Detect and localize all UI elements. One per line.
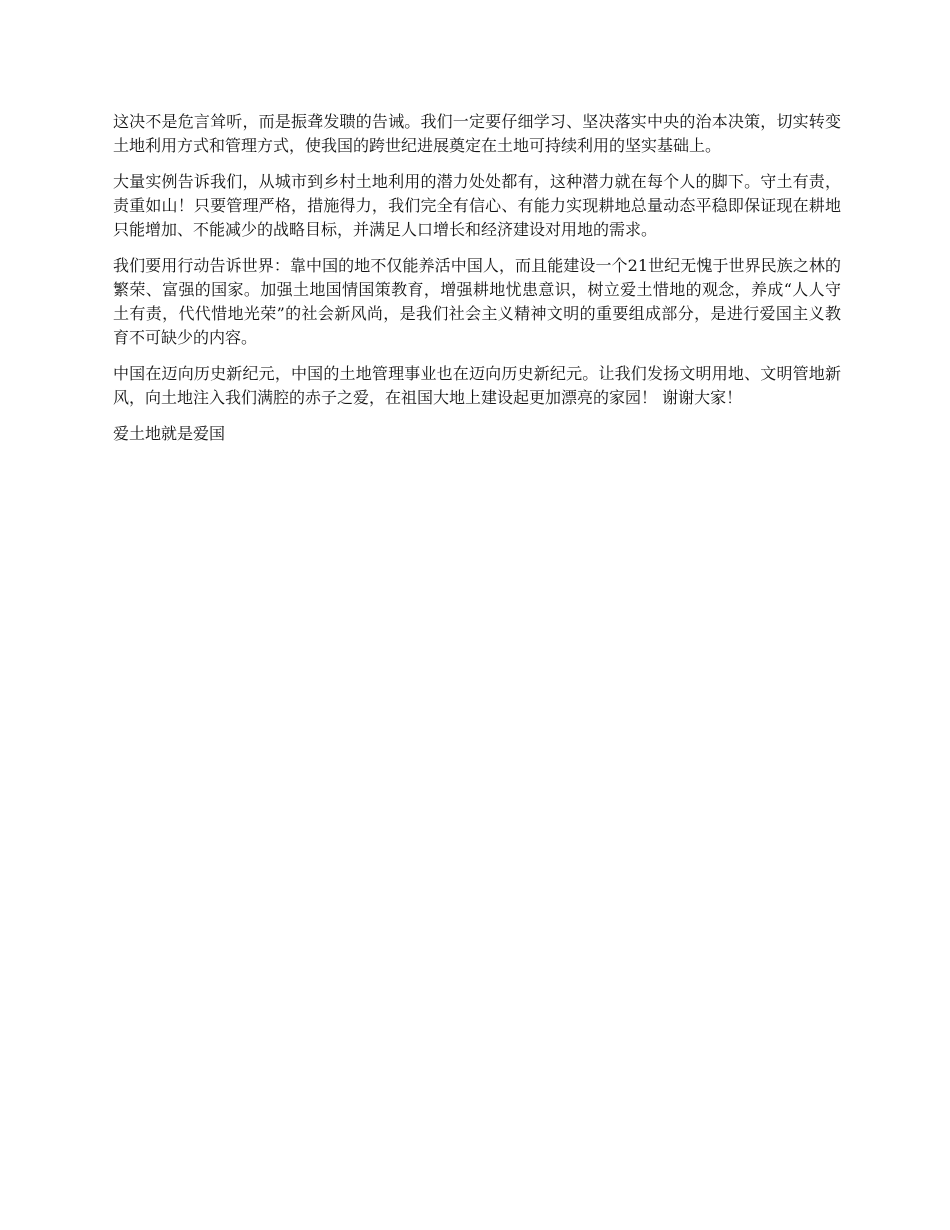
- paragraph-1: 这决不是危言耸听，而是振聋发聩的告诫。我们一定要仔细学习、坚决落实中央的治本决策，切实转变土地利用方式和管理方式，使我国的跨世纪进展奠定在土地可持续利用的坚实基础上。: [113, 112, 841, 155]
- paragraph-3: 我们要用行动告诉世界：靠中国的地不仅能养活中国人，而且能建设一个21世纪无愧于世界民族之林的繁荣、富强的国家。加强土地国情国策教育，增强耕地忧患意识，树立爱土惜地的观念，养成“人人守土有责，代代惜地光荣”的社会新风尚，是我们社会主义精神文明的重要组成部分，是进行爱国主义教育不可缺少的内容。: [113, 256, 841, 347]
- closing-line: 爱土地就是爱国: [113, 424, 226, 443]
- paragraph-2: 大量实例告诉我们，从城市到乡村土地利用的潜力处处都有，这种潜力就在每个人的脚下。守土有责，责重如山！只要管理严格，措施得力，我们完全有信心、有能力实现耕地总量动态平稳即保证现在耕地只能增加、不能减少的战略目标，并满足人口增长和经济建设对用地的需求。: [113, 172, 841, 239]
- paragraph-4: 中国在迈向历史新纪元，中国的土地管理事业也在迈向历史新纪元。让我们发扬文明用地、文明管地新风，向土地注入我们满腔的赤子之爱，在祖国大地上建设起更加漂亮的家园！ 谢谢大家！: [113, 364, 841, 407]
- document-body: [113, 110, 841, 458]
